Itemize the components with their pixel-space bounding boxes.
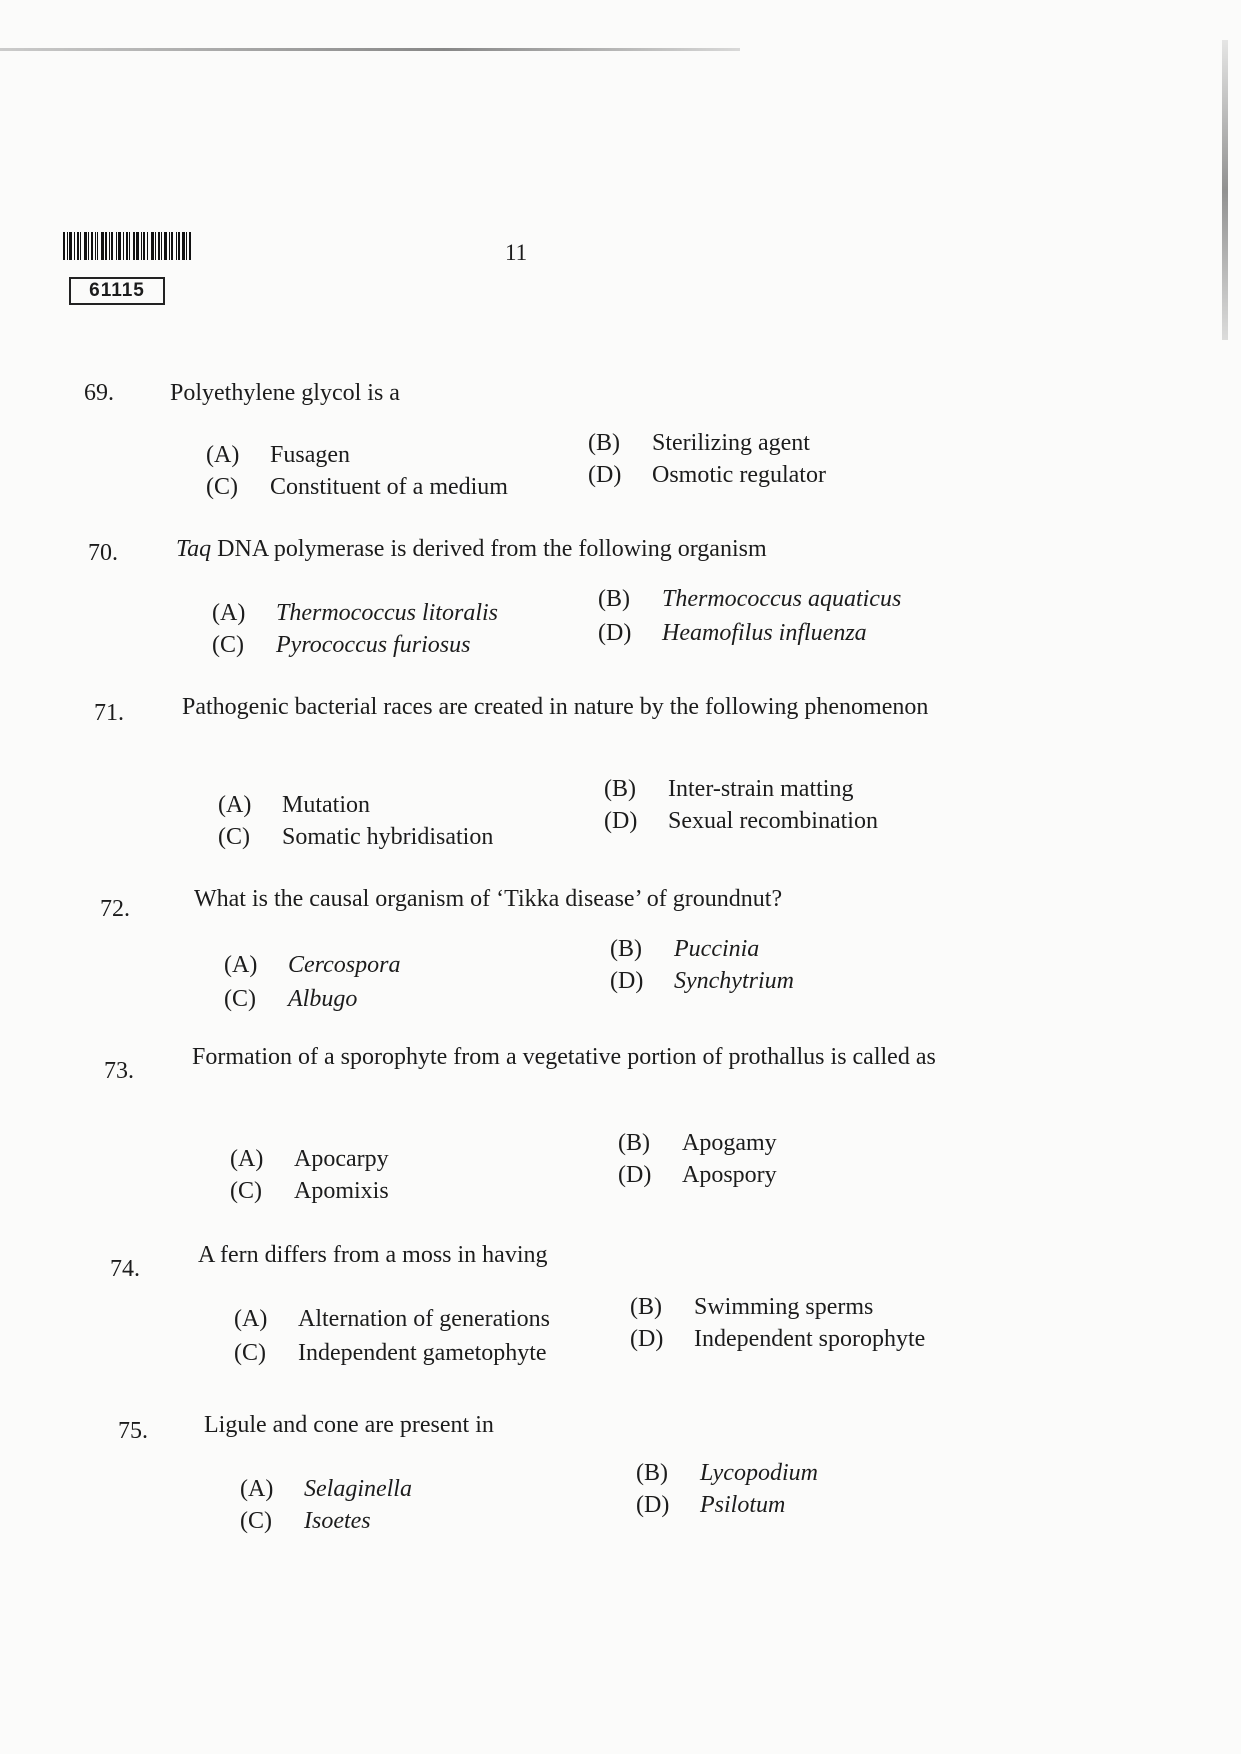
question-text: Formation of a sporophyte from a vegetative portion of prothallus is called as (192, 1044, 936, 1070)
option-c: (C) Albugo (224, 986, 358, 1012)
option-a: (A) Selaginella (240, 1476, 412, 1502)
option-b: (B) Swimming sperms (630, 1294, 874, 1320)
question-number: 75. (118, 1418, 148, 1444)
scan-edge-top (0, 48, 740, 51)
option-b: (B) Sterilizing agent (588, 430, 810, 456)
question-text: Polyethylene glycol is a (170, 380, 400, 406)
question-text: A fern differs from a moss in having (198, 1242, 548, 1268)
option-c: (C) Pyrococcus furiosus (212, 632, 471, 658)
question-number: 74. (110, 1256, 140, 1282)
option-b: (B) Inter-strain matting (604, 776, 854, 802)
option-a: (A) Apocarpy (230, 1146, 389, 1172)
option-a: (A) Fusagen (206, 442, 350, 468)
barcode-image (63, 232, 231, 260)
option-d: (D) Psilotum (636, 1492, 786, 1518)
question-number: 69. (84, 380, 114, 406)
option-d: (D) Apospory (618, 1162, 777, 1188)
question-number: 71. (94, 700, 124, 726)
option-c: (C) Isoetes (240, 1508, 371, 1534)
option-d: (D) Heamofilus influenza (598, 620, 867, 646)
question-text-rest: DNA polymerase is derived from the following organism (211, 536, 767, 562)
option-a: (A) Alternation of generations (234, 1306, 550, 1332)
option-a: (A) Thermococcus litoralis (212, 600, 498, 626)
question-text: What is the causal organism of ‘Tikka disease’ of groundnut? (194, 886, 783, 912)
option-d: (D) Sexual recombination (604, 808, 878, 834)
option-a: (A) Mutation (218, 792, 370, 818)
option-a: (A) Cercospora (224, 952, 401, 978)
page-number: 11 (505, 240, 528, 265)
option-b: (B) Lycopodium (636, 1460, 818, 1486)
option-b: (B) Puccinia (610, 936, 760, 962)
option-c: (C) Constituent of a medium (206, 474, 508, 500)
option-d: (D) Independent sporophyte (630, 1326, 926, 1352)
question-number: 70. (88, 540, 118, 566)
option-d: (D) Synchytrium (610, 968, 794, 994)
question-text-italic: Taq (176, 536, 212, 562)
option-c: (C) Apomixis (230, 1178, 389, 1204)
question-number: 73. (104, 1058, 134, 1084)
option-b: (B) Apogamy (618, 1130, 777, 1156)
option-c: (C) Independent gametophyte (234, 1340, 547, 1366)
scan-edge-right (1222, 40, 1228, 340)
option-d: (D) Osmotic regulator (588, 462, 826, 488)
paper-code: 61115 (69, 277, 165, 305)
option-c: (C) Somatic hybridisation (218, 824, 494, 850)
question-text: Ligule and cone are present in (204, 1412, 494, 1438)
question-number: 72. (100, 896, 130, 922)
question-text (176, 532, 767, 566)
question-text: Pathogenic bacterial races are created in nature by the following phenomenon (182, 694, 929, 720)
option-b: (B) Thermococcus aquaticus (598, 586, 902, 612)
